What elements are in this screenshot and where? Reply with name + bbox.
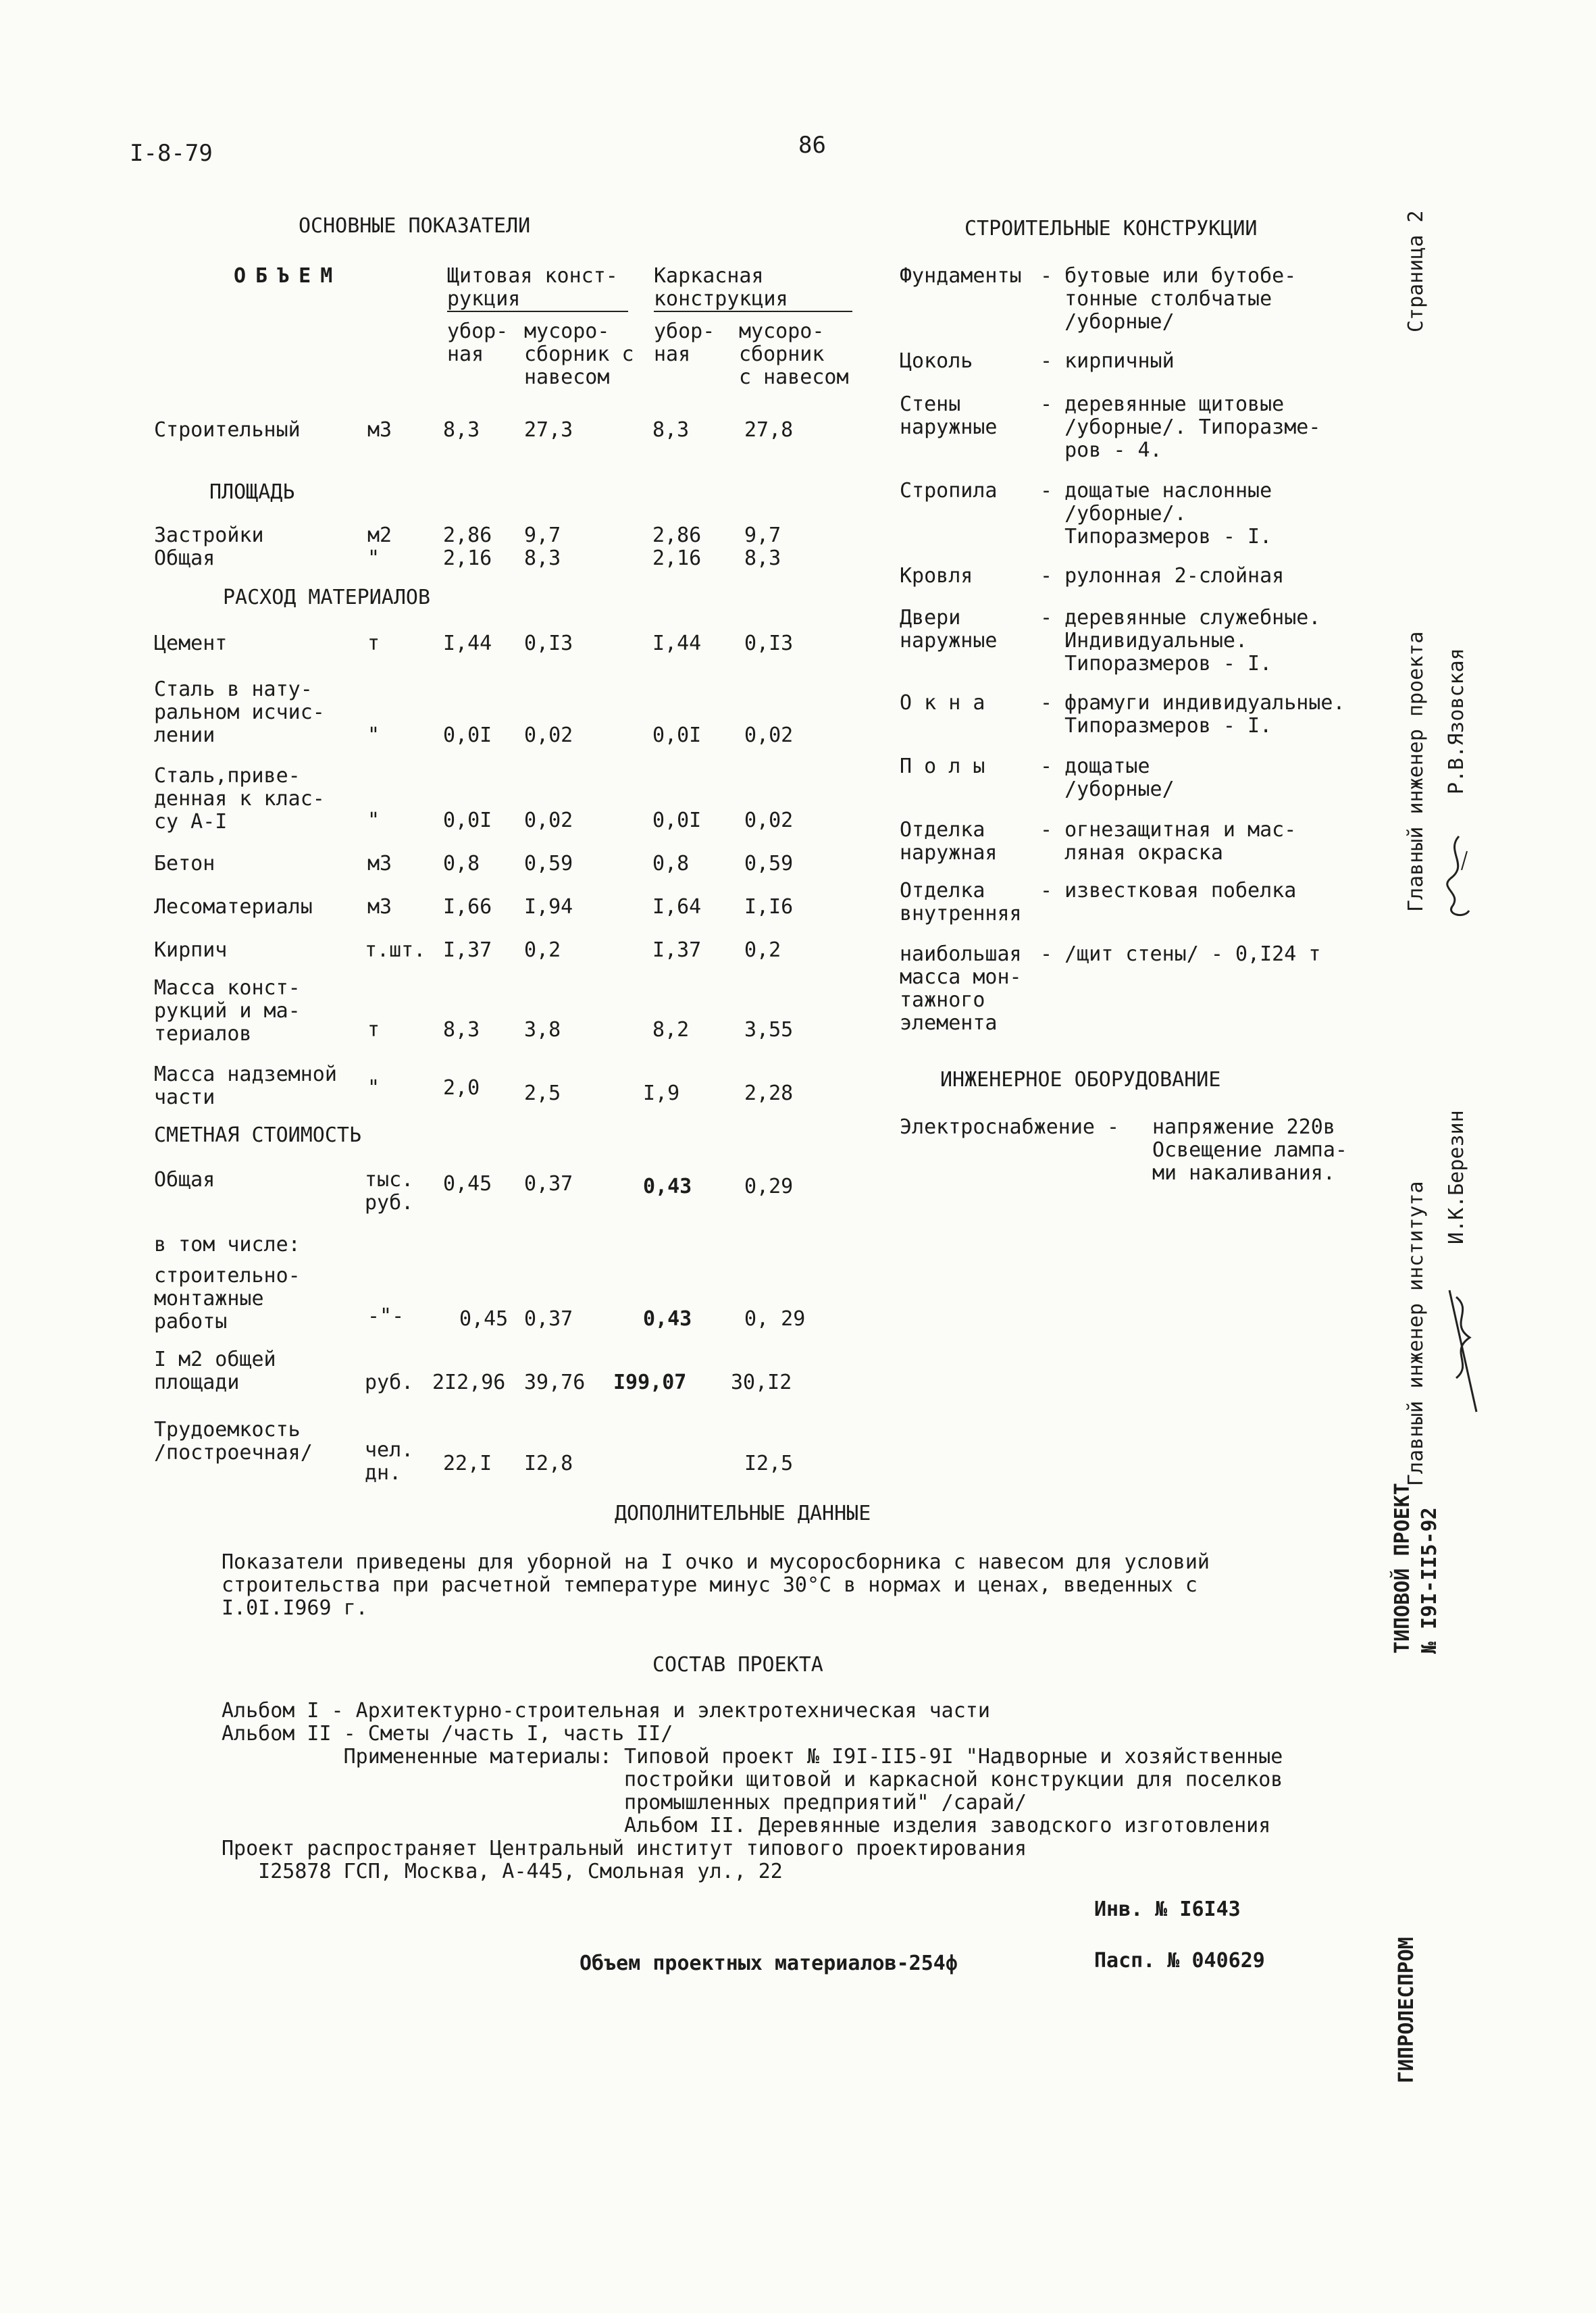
construction-label: наибольшая масса мон- тажного элемента [900,942,1022,1035]
row-value: 0,43 [643,1307,692,1331]
subheader-garbage: мусоро- сборник с навесом [524,320,634,389]
indicators-title: ОСНОВНЫЕ ПОКАЗАТЕЛИ [299,214,531,238]
row-value: 0,02 [524,723,573,747]
row-value: I,94 [524,895,573,919]
row-unit: " [367,1076,380,1100]
row-label: строительно- монтажные работы [154,1264,301,1333]
construction-value: - огнезащитная и мас- ляная окраска [1040,818,1297,865]
subheader-toilet-2: убор- ная [654,320,715,366]
construction-value: - деревянные служебные. Индивидуальные. Типоразмеров - I. [1040,606,1321,676]
row-unit: тыс. руб. [365,1168,414,1215]
typical-project-label: ТИПОВОЙ ПРОЕКТ [1391,1483,1414,1654]
row-value: 0,29 [744,1175,794,1198]
subheader-toilet: убор- ная [447,320,509,366]
chief-engineer-project-name: Р.В.Язовская [1445,648,1468,794]
row-label: Цемент [154,632,228,655]
row-value: 2,0 [443,1076,480,1100]
row-value: 0,8 [652,852,690,875]
volume-heading: ОБЪЕМ [234,264,342,288]
row-value: 2,28 [744,1082,794,1105]
row-value: 39,76 [524,1371,586,1394]
construction-value: - рулонная 2-слойная [1040,564,1285,588]
row-label: I м2 общей площади [154,1348,276,1394]
row-label: Бетон [154,852,215,875]
row-label: Сталь,приве- денная к клас- су А-I [154,764,325,834]
cost-heading: СМЕТНАЯ СТОИМОСТЬ [154,1123,362,1147]
construction-value: - /щит стены/ - 0,I24 т [1040,942,1321,966]
row-unit: т [367,1018,380,1042]
inventory-number: Инв. № I6I43 [1094,1898,1241,1921]
subheader-garbage-2: мусоро- сборник с навесом [739,320,849,389]
row-value: 0,37 [524,1307,573,1331]
row-value: 9,7 8,3 [744,524,781,570]
row-label: Общая [154,1168,215,1192]
row-value: I,44 [652,632,702,655]
construction-value: - кирпичный [1040,349,1175,373]
row-value: 0,59 [524,852,573,875]
area-heading: ПЛОЩАДЬ [209,480,295,504]
row-value: 0,59 [744,852,794,875]
row-value: I2,8 [524,1452,573,1475]
row-value: 0,I3 [524,632,573,655]
row-value: 0,0I [652,809,702,832]
row-unit: м3 [367,852,392,875]
materials-heading: РАСХОД МАТЕРИАЛОВ [223,586,431,609]
row-label: Трудоемкость /построечная/ [154,1418,313,1465]
construction-value: - фрамуги индивидуальные. Типоразмеров - I. [1040,691,1345,738]
row-label: Масса конст- рукций и ма- териалов [154,976,301,1046]
signature-institute [1436,1283,1490,1419]
construction-value: - бутовые или бутобе- тонные столбчатые /уборные/ [1040,264,1297,334]
engineering-title: ИНЖЕНЕРНОЕ ОБОРУДОВАНИЕ [940,1068,1221,1092]
row-value: 27,3 [524,418,573,442]
row-value: 0,45 [459,1307,509,1331]
row-unit: " [367,723,380,747]
row-label: Строительный [154,418,301,442]
row-value: 0,0I [443,723,492,747]
row-unit: т.шт. [365,938,426,962]
row-value: I2,5 [744,1452,794,1475]
row-value: I99,07 [613,1371,687,1394]
row-label: Кирпич [154,938,228,962]
row-unit: " [367,809,380,832]
engineering-label: Электроснабжение - [900,1115,1120,1139]
row-value: 3,8 [524,1018,561,1042]
constructions-title: СТРОИТЕЛЬНЫЕ КОНСТРУКЦИИ [964,217,1258,240]
construction-value: - дощатые /уборные/ [1040,755,1175,801]
row-value: 0,45 [443,1172,492,1196]
construction-value: - деревянные щитовые /уборные/. Типоразме- ров - 4. [1040,392,1321,462]
row-value: 0,43 [643,1175,692,1198]
row-value: 2,86 2,16 [652,524,702,570]
materials-volume: Объем проектных материалов-254ф [580,1952,958,1975]
col-shield-underline [447,311,628,312]
row-value: I,66 [443,895,492,919]
col-frame-underline [654,311,852,312]
composition-text: Альбом I - Архитектурно-строительная и электротехническая части Альбом II - Сметы /часть I, часть II/ Примененные материалы: Типовой проект № I9I-II5-9I "Надворные и хозяйственные постройки щитовой и каркасной конструкции для поселков промышленных предприятий" /сарай/ Альбом II. Деревянные изделия заводского изготовления Проект распространяет Центральный институт типового проектирования I25878 ГСП, Москва, А-445, Смольная ул., 22 [222,1699,1283,1883]
row-value: I,I6 [744,895,794,919]
col-shield-header: Щитовая конст- рукция [447,264,618,311]
construction-label: Отделка наружная [900,818,998,865]
row-value: 22,I [443,1452,492,1475]
row-unit: м3 [367,418,392,442]
row-unit: т [367,632,380,655]
row-value: 3,55 [744,1018,794,1042]
additional-text: Показатели приведены для уборной на I очко и мусоросборника с навесом для условий строительства при расчетной температуре минус 30°С в нормах и ценах, введенных с I.0I.I969 г. [222,1550,1210,1620]
row-value: 30,I2 [731,1371,792,1394]
construction-label: Двери наружные [900,606,998,653]
row-value: 0,8 [443,852,480,875]
construction-label: П о л ы [900,755,985,778]
construction-label: Фундаменты [900,264,1022,288]
row-value: 8,2 [652,1018,690,1042]
page-number: 86 [798,132,826,159]
chief-engineer-project-label: Главный инженер проекта [1404,631,1428,912]
construction-label: Стропила [900,479,998,503]
row-value: 27,8 [744,418,794,442]
row-value: 2I2,96 [432,1371,506,1394]
row-value: I,9 [643,1082,680,1105]
row-value: 0,2 [524,938,561,962]
row-value: 0,37 [524,1172,573,1196]
row-value: 8,3 [443,418,480,442]
row-value: 8,3 [652,418,690,442]
construction-value: - дощатые наслонные /уборные/. Типоразмеров - I. [1040,479,1272,549]
row-value: 0,02 [744,809,794,832]
doc-code: I-8-79 [130,140,213,167]
engineering-value: напряжение 220в Освещение лампа- ми накаливания. [1152,1115,1347,1185]
row-value: I,37 [652,938,702,962]
additional-title: ДОПОЛНИТЕЛЬНЫЕ ДАННЫЕ [615,1502,871,1525]
row-value: 0,I3 [744,632,794,655]
row-label: Лесоматериалы [154,895,313,919]
row-value: I,44 [443,632,492,655]
row-unit: руб. [365,1371,414,1394]
row-unit: м2 " [367,524,392,570]
construction-label: Отделка внутренняя [900,879,1022,925]
row-value: 0,02 [524,809,573,832]
row-value: I,64 [652,895,702,919]
row-value: 8,3 [443,1018,480,1042]
publisher-name: ГИПРОЛЕСПРОМ [1395,1937,1418,2083]
construction-value: - известковая побелка [1040,879,1297,903]
row-value: 0,02 [744,723,794,747]
row-value: 2,86 2,16 [443,524,492,570]
composition-title: СОСТАВ ПРОЕКТА [652,1653,823,1677]
row-unit: чел. дн. [365,1438,414,1485]
typical-project-number: № I9I-II5-92 [1418,1507,1441,1654]
row-value: 9,7 8,3 [524,524,561,570]
construction-label: Цоколь [900,349,973,373]
construction-label: О к н а [900,691,985,715]
row-value: 0, 29 [744,1307,806,1331]
row-label: в том числе: [154,1233,301,1256]
row-value: 0,2 [744,938,781,962]
construction-label: Стены наружные [900,392,998,439]
row-value: I,37 [443,938,492,962]
chief-engineer-institute-name: И.К.Березин [1445,1110,1468,1244]
row-value: 0,0I [443,809,492,832]
row-unit: -"- [367,1304,405,1328]
page-label: Страница 2 [1404,210,1428,332]
construction-label: Кровля [900,564,973,588]
signature-project [1432,831,1479,925]
row-label: Застройки Общая [154,524,264,570]
col-frame-header: Каркасная конструкция [654,264,788,311]
passport-number: Пасп. № 040629 [1094,1949,1265,1973]
row-label: Масса надземной части [154,1063,337,1109]
row-unit: м3 [367,895,392,919]
row-value: 2,5 [524,1082,561,1105]
chief-engineer-institute-label: Главный инженер института [1404,1181,1428,1486]
row-value: 0,0I [652,723,702,747]
row-label: Сталь в нату- ральном исчис- лении [154,678,325,747]
